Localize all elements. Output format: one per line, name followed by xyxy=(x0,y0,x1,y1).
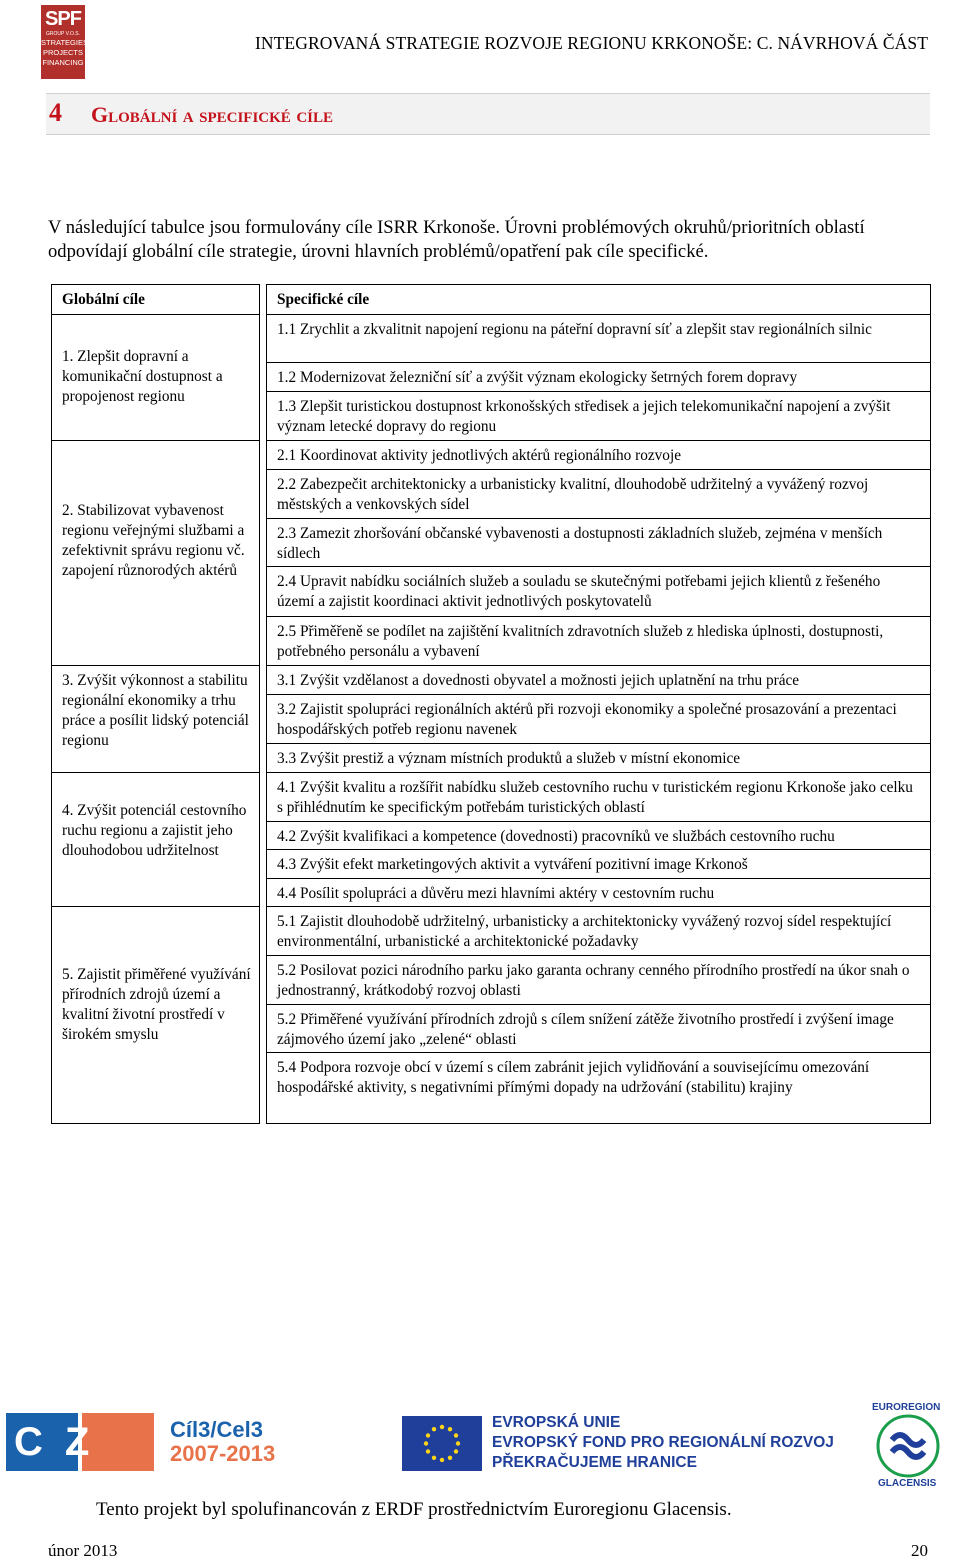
euroregion-bottom-text: GLACENSIS xyxy=(878,1478,937,1489)
specific-goal-2-3: 2.3 Zamezit zhoršování občanské vybavenosti a dostupnosti základních služeb, zejména v menších sídlech xyxy=(267,519,930,567)
global-goal-1: 1. Zlepšit dopravní a komunikační dostupnost a propojenost regionu xyxy=(52,315,259,441)
logo-line-1: STRATEGIES xyxy=(41,38,88,47)
funding-note: Tento projekt byl spolufinancován z ERDF prostřednictvím Euroregionu Glacensis. xyxy=(96,1499,732,1520)
specific-goals-header: Specifické cíle xyxy=(267,285,930,315)
specific-goal-1-1: 1.1 Zrychlit a zkvalitnit napojení regionu na páteřní dopravní síť a zlepšit stav regionálních silnic xyxy=(267,315,930,363)
specific-goal-4-1: 4.1 Zvýšit kvalitu a rozšířit nabídku služeb cestovního ruchu v turistickém regionu Krkonoše jako celku s přihlédnutím ke specifickým potřebám turistických oblastí xyxy=(267,773,930,822)
specific-goals-column xyxy=(266,284,931,1124)
specific-goal-2-5: 2.5 Přiměřeně se podílet na zajištění kvalitních zdravotních služeb z hlediska úplnosti, dostupnosti, potřebného personálu a vybavení xyxy=(267,617,930,666)
specific-goal-2-1: 2.1 Koordinovat aktivity jednotlivých aktérů regionálního rozvoje xyxy=(267,441,930,470)
page-number: 20 xyxy=(911,1541,928,1560)
global-goal-2: 2. Stabilizovat vybavenost regionu veřejnými službami a zefektivnit správu regionu vč. zapojení různorodých aktérů xyxy=(52,441,259,666)
czpl-logo xyxy=(6,1413,156,1510)
specific-goal-3-1: 3.1 Zvýšit vzdělanost a dovednosti obyvatel a možnosti jejich uplatnění na trhu práce xyxy=(267,666,930,695)
logo-sub: GROUP V.O.S. xyxy=(46,31,80,37)
specific-goal-2-4: 2.4 Upravit nabídku sociálních služeb a souladu se skutečnými potřebami jejich klientů z řešeného území a zajistit koordinaci aktivit jednotlivých poskytovatelů xyxy=(267,567,930,617)
specific-goal-5-2b: 5.2 Přiměřené využívání přírodních zdrojů s cílem snížení zátěže životního prostředí i zvýšení image zájmového území jako „zelené“ oblasti xyxy=(267,1005,930,1053)
specific-goal-5-4: 5.4 Podpora rozvoje obcí v území s cílem zabránit jejich vylidňování a souvisejícímu omezování hospodářské aktivity, s negativními přímými dopady na udržování (stabilitu) krajiny xyxy=(277,1059,870,1096)
global-goal-5: 5. Zajistit přiměřené využívání přírodních zdrojů území a kvalitní životní prostředí v širokém smyslu xyxy=(62,966,251,1043)
intro-paragraph: V následující tabulce jsou formulovány cíle ISRR Krkonoše. Úrovni problémových okruhů/prioritních oblastí odpovídají globální cíle strategie, úrovni hlavních problémů/opatření pak cíle specifické. xyxy=(48,217,865,262)
spf-logo xyxy=(41,5,88,79)
specific-goal-3-3: 3.3 Zvýšit prestiž a význam místních produktů a služeb v místní ekonomice xyxy=(267,744,930,773)
cil3-logo xyxy=(170,1418,275,1466)
global-goals-header: Globální cíle xyxy=(52,285,259,315)
global-goals-column xyxy=(51,284,260,1124)
specific-goal-5-1: 5.1 Zajistit dlouhodobě udržitelný, urbanisticky a architektonicky vyvážený rozvoj sídel respektující environmentální, urbanistické a architektonické požadavky xyxy=(267,907,930,956)
chapter-heading xyxy=(46,93,930,135)
specific-goal-4-4: 4.4 Posílit spolupráci a důvěru mezi hlavními aktéry v cestovním ruchu xyxy=(267,879,930,907)
specific-goal-1-2: 1.2 Modernizovat železniční síť a zvýšit význam ekologicky šetrných forem dopravy xyxy=(267,363,930,392)
cil3-line2: 2007-2013 xyxy=(170,1441,276,1466)
eu-line-1: EVROPSKÁ UNIE xyxy=(492,1414,621,1431)
specific-goal-2-2: 2.2 Zabezpečit architektonicky a urbanisticky kvalitní, dlouhodobě udržitelný a vyvážený rozvoj městských a venkovských sídel xyxy=(267,470,930,519)
euroregion-glacensis-logo xyxy=(862,1400,954,1492)
eu-text-block xyxy=(492,1413,834,1473)
document-header-title: INTEGROVANÁ STRATEGIE ROZVOJE REGIONU KRKONOŠE: C. NÁVRHOVÁ ČÁST xyxy=(254,33,928,53)
chapter-number: 4 xyxy=(49,98,62,127)
logo-line-3: FINANCING xyxy=(42,58,84,67)
eu-line-2: EVROPSKÝ FOND PRO REGIONÁLNÍ ROZVOJ xyxy=(492,1434,834,1451)
czpl-text: CZ PL xyxy=(14,1420,112,1510)
specific-goal-4-3: 4.3 Zvýšit efekt marketingových aktivit a vytváření pozitivní image Krkonoš xyxy=(267,850,930,879)
global-goal-4: 4. Zvýšit potenciál cestovního ruchu regionu a zajistit jeho dlouhodobou udržitelnost xyxy=(52,773,259,907)
logo-main: SPF xyxy=(45,8,81,30)
euroregion-top-text: EUROREGION xyxy=(872,1402,941,1413)
specific-goal-5-2a: 5.2 Posilovat pozici národního parku jako garanta ochrany cenného přírodního prostředí na úkor snah o jednostranný, krátkodobý rozvoj oblasti xyxy=(267,956,930,1005)
eu-flag xyxy=(402,1416,482,1471)
specific-goal-1-3: 1.3 Zlepšit turistickou dostupnost krkonošských středisek a jejich telekomunikační napojení a zvýšit význam letecké dopravy do regionu xyxy=(267,392,930,441)
chapter-title: Globální a specifické cíle xyxy=(91,102,333,127)
specific-goal-4-2: 4.2 Zvýšit kvalifikaci a kompetence (dovednosti) pracovníků ve službách cestovního ruchu xyxy=(267,822,930,850)
specific-goal-3-2: 3.2 Zajistit spolupráci regionálních aktérů při rozvoji ekonomiky a společné prosazování a prezentaci hospodářských potřeb regionu navenek xyxy=(267,695,930,744)
logo-line-2: PROJECTS xyxy=(42,48,83,57)
eu-line-3: PŘEKRAČUJEME HRANICE xyxy=(492,1454,697,1471)
cil3-line1: Cíl3/Cel3 xyxy=(170,1417,263,1442)
footer-date: únor 2013 xyxy=(48,1541,118,1560)
global-goal-3: 3. Zvýšit výkonnost a stabilitu regionální ekonomiky a trhu práce a posílit lidský potenciál regionu xyxy=(52,666,259,773)
